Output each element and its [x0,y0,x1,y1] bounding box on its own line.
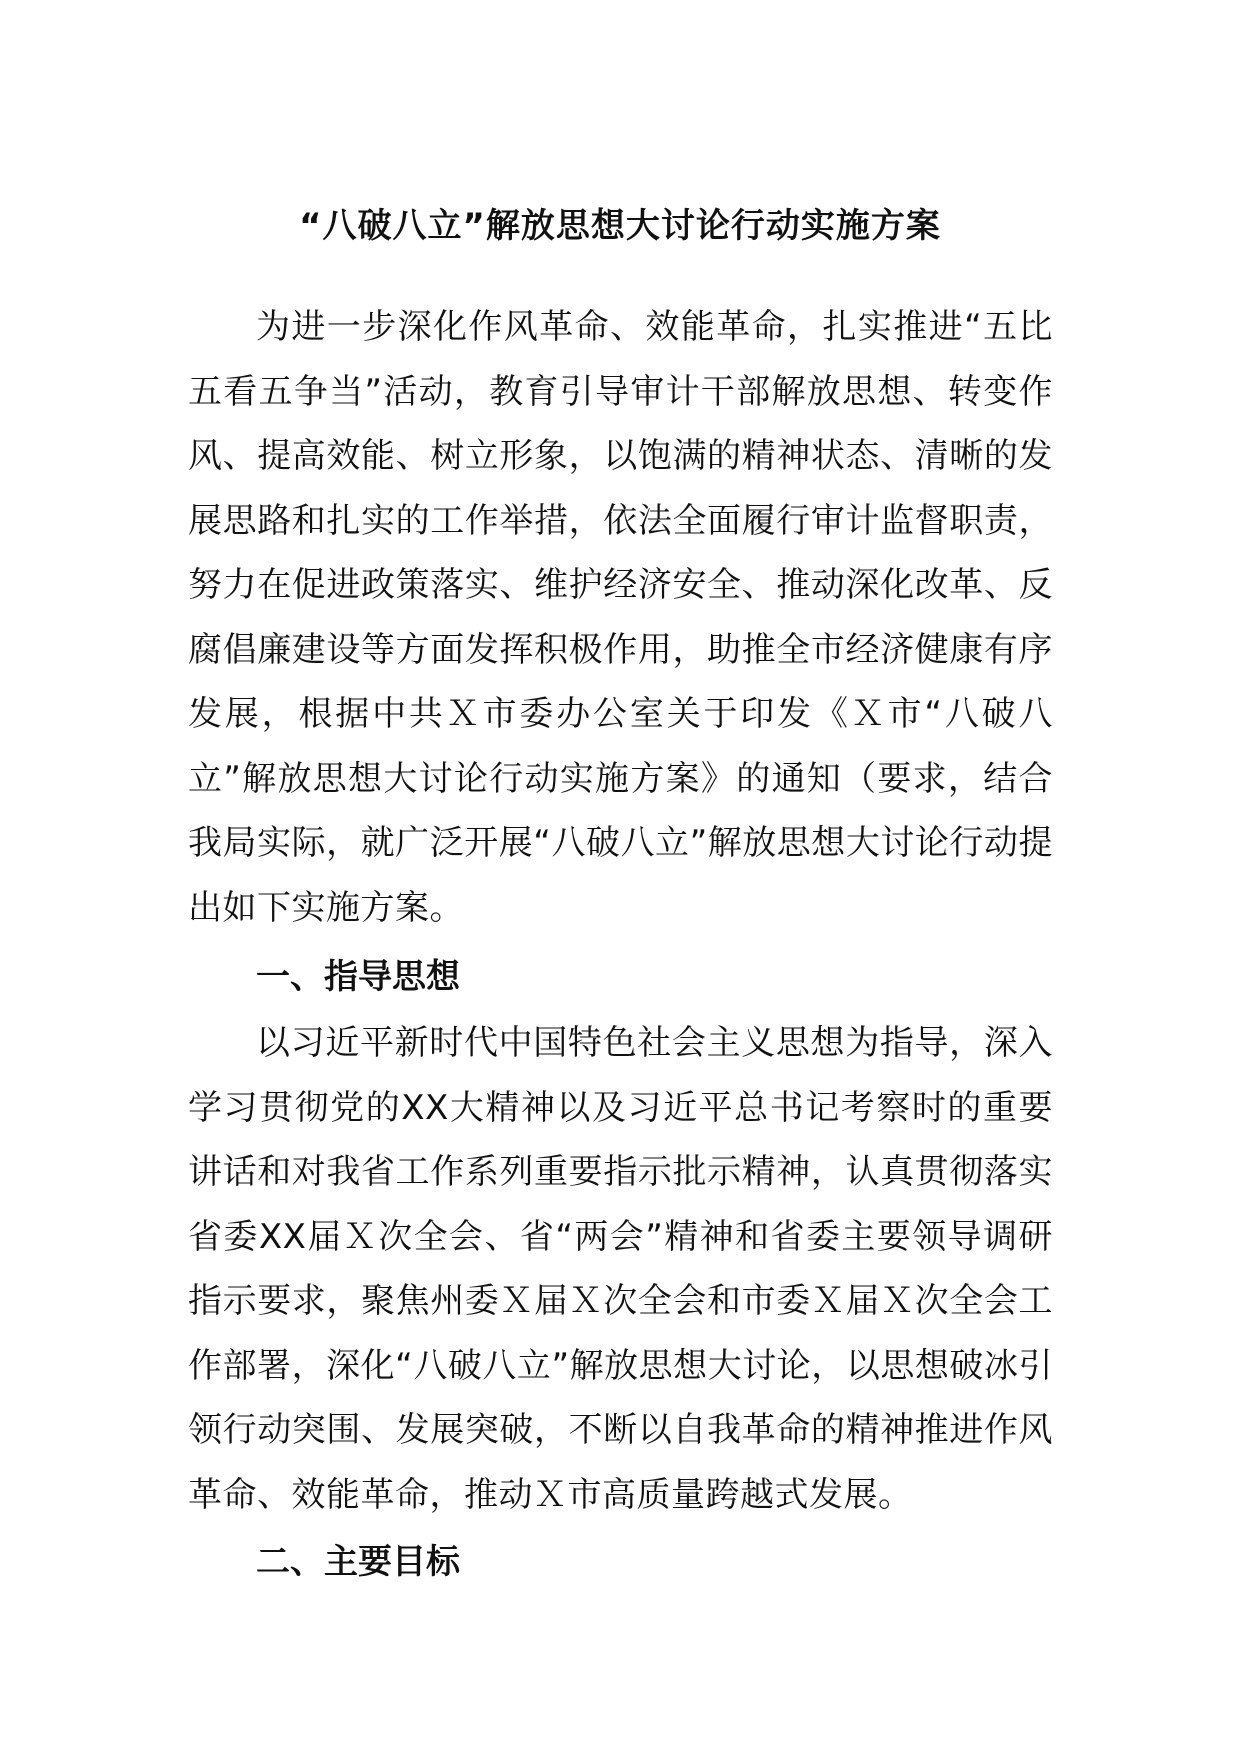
intro-paragraph: 为进一步深化作风革命、效能革命，扎实推进“五比五看五争当”活动，教育引导审计干部解放思想、转变作风、提高效能、树立形象，以饱满的精神状态、清晰的发展思路和扎实的工作举措，依法全面履行审计监督职责，努力在促进政策落实、维护经济安全、推动深化改革、反腐倡廉建设等方面发挥积极作用，助推全市经济健康有序发展，根据中共Ｘ市委办公室关于印发《Ｘ市“八破八立”解放思想大讨论行动实施方案》的通知（要求，结合我局实际，就广泛开展“八破八立”解放思想大讨论行动提出如下实施方案。 [188,307,1053,928]
guiding-ideology-paragraph: 以习近平新时代中国特色社会主义思想为指导，深入学习贯彻党的XX大精神以及习近平总书记考察时的重要讲话和对我省工作系列重要指示批示精神，认真贯彻落实省委XX届Ｘ次全会、省“两会”精神和省委主要领导调研指示要求，聚焦州委Ｘ届Ｘ次全会和市委Ｘ届Ｘ次全会工作部署，深化“八破八立”解放思想大讨论，以思想破冰引领行动突围、发展突破，不断以自我革命的精神推进作风革命、效能革命，推动Ｘ市高质量跨越式发展。 [188,1023,1053,1515]
section-heading-guiding-ideology: 一、指导思想 [256,957,460,997]
section-heading-main-goals: 二、主要目标 [256,1542,460,1582]
document-title: “八破八立”解放思想大讨论行动实施方案 [299,206,941,246]
